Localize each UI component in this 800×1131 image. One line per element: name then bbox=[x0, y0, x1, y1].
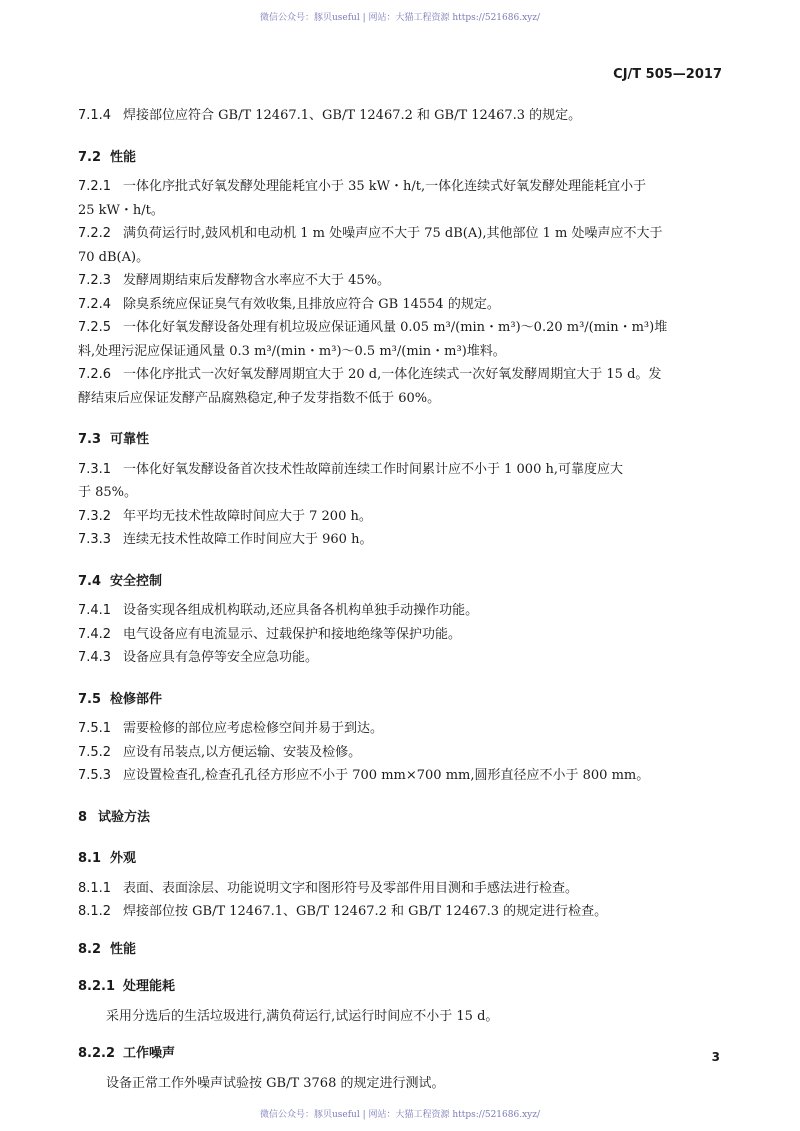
clause-7-1-4 bbox=[78, 104, 722, 128]
clause-7-3-3 bbox=[78, 528, 722, 552]
clause-number: 7.5.1 bbox=[78, 721, 112, 736]
clause-8-1-1 bbox=[78, 877, 722, 901]
clause-text: 设备实现各组成机构联动,还应具备各机构单独手动操作功能。 bbox=[123, 603, 479, 618]
clause-text-line1: 满负荷运行时,鼓风机和电动机 1 m 处噪声应不大于 75 dB(A),其他部位 1 m 处噪声应不大于 bbox=[123, 226, 663, 241]
section-7-5-heading bbox=[78, 688, 722, 712]
clause-number: 8.2.1 bbox=[78, 979, 116, 994]
clause-text-line2: 70 dB(A)。 bbox=[78, 249, 150, 265]
chapter-title: 试验方法 bbox=[98, 809, 151, 825]
section-number: 7.3 bbox=[78, 432, 102, 447]
clause-8-2-2-text: 设备正常工作外噪声试验按 GB/T 3768 的规定进行测试。 bbox=[106, 1075, 445, 1091]
clause-text-line2: 料,处理污泥应保证通风量 0.3 m³/(min・m³)～0.5 m³/(min・m³)堆料。 bbox=[78, 343, 506, 359]
clause-8-2-2-heading bbox=[78, 1042, 722, 1066]
clause-number: 7.2.4 bbox=[78, 296, 112, 312]
clause-text-line2: 酵结束后应保证发酵产品腐熟稳定,种子发芽指数不低于 60%。 bbox=[78, 390, 441, 406]
clause-number: 7.2.2 bbox=[78, 226, 112, 241]
section-7-3-heading bbox=[78, 428, 722, 452]
clause-text: 应设有吊装点,以方便运输、安装及检修。 bbox=[123, 744, 362, 760]
clause-8-2-1-heading bbox=[78, 975, 722, 999]
clause-text-line1: 一体化序批式一次好氧发酵周期宜大于 20 d,一体化连续式一次好氧发酵周期宜大于 15 d。发 bbox=[123, 367, 662, 382]
clause-7-2-6 bbox=[78, 363, 722, 410]
section-title: 性能 bbox=[110, 941, 137, 957]
clause-number: 7.3.1 bbox=[78, 461, 112, 477]
clause-number: 7.4.1 bbox=[78, 603, 112, 618]
clause-7-3-2 bbox=[78, 505, 722, 529]
clause-7-2-4 bbox=[78, 293, 722, 317]
clause-text-line2: 于 85%。 bbox=[78, 485, 138, 500]
clause-text: 需要检修的部位应考虑检修空间并易于到达。 bbox=[123, 721, 384, 736]
clause-number: 7.2.3 bbox=[78, 273, 112, 288]
clause-7-2-1 bbox=[78, 175, 722, 222]
clause-number: 7.4.3 bbox=[78, 650, 112, 665]
clause-7-5-3 bbox=[78, 764, 722, 788]
clause-7-2-5 bbox=[78, 316, 722, 363]
clause-number: 8.1.1 bbox=[78, 880, 112, 896]
section-number: 8.1 bbox=[78, 851, 102, 866]
clause-7-2-2 bbox=[78, 222, 722, 269]
section-number: 7.2 bbox=[78, 149, 102, 165]
clause-8-1-2 bbox=[78, 900, 722, 924]
clause-7-4-2 bbox=[78, 623, 722, 647]
clause-text: 焊接部位应符合 GB/T 12467.1、GB/T 12467.2 和 GB/T 12467.3 的规定。 bbox=[123, 108, 582, 123]
clause-text: 发酵周期结束后发酵物含水率应不大于 45%。 bbox=[123, 273, 391, 288]
clause-number: 7.3.3 bbox=[78, 532, 112, 547]
clause-7-4-3 bbox=[78, 646, 722, 670]
clause-number: 7.2.1 bbox=[78, 179, 112, 194]
section-7-2-heading bbox=[78, 146, 722, 170]
document-body bbox=[78, 104, 722, 1095]
watermark-top: 微信公众号：豚贝useful | 网站：大猫工程资源 https://521686.xyz/ bbox=[259, 13, 541, 23]
section-number: 7.4 bbox=[78, 573, 102, 589]
clause-title: 处理能耗 bbox=[123, 979, 176, 994]
clause-text-line1: 一体化好氧发酵设备首次技术性故障前连续工作时间累计应不小于 1 000 h,可靠度应大 bbox=[123, 461, 623, 477]
page-number: 3 bbox=[711, 1050, 720, 1064]
section-title: 可靠性 bbox=[110, 432, 150, 447]
clause-number: 8.2.2 bbox=[78, 1046, 116, 1061]
clause-text: 表面、表面涂层、功能说明文字和图形符号及零部件用目测和手感法进行检查。 bbox=[123, 880, 579, 896]
clause-title: 工作噪声 bbox=[123, 1046, 176, 1061]
clause-text: 连续无技术性故障工作时间应大于 960 h。 bbox=[123, 532, 373, 547]
clause-number: 7.4.2 bbox=[78, 626, 112, 642]
clause-text: 焊接部位按 GB/T 12467.1、GB/T 12467.2 和 GB/T 12467.3 的规定进行检查。 bbox=[123, 904, 608, 919]
section-8-1-heading bbox=[78, 847, 722, 871]
clause-text: 应设置检查孔,检查孔孔径方形应不小于 700 mm×700 mm,圆形直径应不小于 800 mm。 bbox=[123, 768, 650, 783]
clause-7-2-3 bbox=[78, 269, 722, 293]
clause-text: 设备应具有急停等安全应急功能。 bbox=[123, 650, 319, 665]
section-title: 外观 bbox=[110, 851, 137, 866]
clause-7-5-1 bbox=[78, 717, 722, 741]
clause-number: 8.1.2 bbox=[78, 904, 112, 919]
clause-number: 7.1.4 bbox=[78, 108, 112, 123]
clause-text-line1: 一体化好氧发酵设备处理有机垃圾应保证通风量 0.05 m³/(min・m³)～0.20 m³/(min・m³)堆 bbox=[123, 320, 668, 335]
clause-text-line1: 一体化序批式好氧发酵处理能耗宜小于 35 kW・h/t,一体化连续式好氧发酵处理能耗宜小于 bbox=[123, 179, 647, 194]
section-number: 8.2 bbox=[78, 941, 102, 957]
clause-7-4-1 bbox=[78, 599, 722, 623]
clause-number: 7.5.2 bbox=[78, 744, 112, 760]
clause-text-line2: 25 kW・h/t。 bbox=[78, 202, 164, 218]
chapter-8-heading bbox=[78, 806, 722, 830]
clause-number: 7.5.3 bbox=[78, 768, 112, 783]
clause-text: 除臭系统应保证臭气有效收集,且排放应符合 GB 14554 的规定。 bbox=[123, 296, 500, 312]
section-number: 7.5 bbox=[78, 691, 102, 707]
clause-number: 7.2.6 bbox=[78, 367, 112, 382]
clause-8-2-1-text: 采用分选后的生活垃圾进行,满负荷运行,试运行时间应不小于 15 d。 bbox=[106, 1008, 499, 1024]
section-8-2-heading bbox=[78, 938, 722, 962]
clause-7-3-1 bbox=[78, 458, 722, 505]
clause-text: 年平均无技术性故障时间应大于 7 200 h。 bbox=[123, 508, 372, 524]
section-title: 检修部件 bbox=[110, 691, 163, 707]
chapter-number: 8 bbox=[78, 809, 88, 825]
clause-number: 7.3.2 bbox=[78, 508, 112, 524]
clause-7-5-2 bbox=[78, 741, 722, 765]
clause-text: 电气设备应有电流显示、过载保护和接地绝缘等保护功能。 bbox=[123, 626, 462, 642]
clause-number: 7.2.5 bbox=[78, 320, 112, 335]
watermark-bottom: 微信公众号：豚贝useful | 网站：大猫工程资源 https://521686.xyz/ bbox=[259, 1110, 541, 1120]
section-title: 安全控制 bbox=[110, 573, 163, 589]
section-title: 性能 bbox=[110, 149, 137, 165]
standard-code: CJ/T 505—2017 bbox=[613, 67, 722, 82]
section-7-4-heading bbox=[78, 570, 722, 594]
